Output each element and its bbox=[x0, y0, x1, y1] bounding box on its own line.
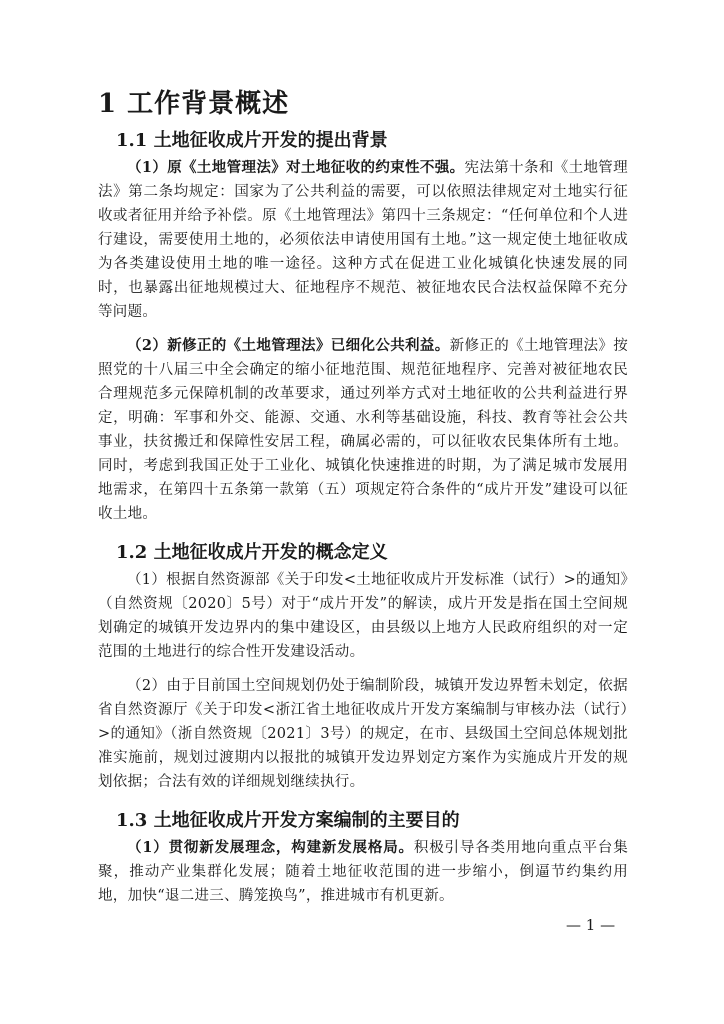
paragraph-body: 新修正的《土地管理法》按照党的十八届三中全会确定的缩小征地范围、规范征地程序、完善对被征地农民合理规范多元保障机制的改革要求，通过列举方式对土地征收的公共利益进行界定，明确：军事和外交、能源、交通、水利等基础设施，科技、教育等社会公共事业，扶贫搬迁和保障性安居工程，确属必需的，可以征收农民集体所有土地。同时，考虑到我国正处于工业化、城镇化快速推进的时期，为了满足城市发展用地需求，在第四十五条第一款第（五）项规定符合条件的“成片开发”建设可以征收土地。 bbox=[98, 338, 628, 522]
page-number: — 1 — bbox=[566, 916, 616, 934]
section-title-1-1: 1.1 土地征收成片开发的提出背景 bbox=[116, 130, 388, 151]
paragraph-body: 积极引导各类用地向重点平台集聚，推动产业集群化发展；随着土地征收范围的进一步缩小，倒逼节约集约用地，加快“退二进三、腾笼换鸟”，推进城市有机更新。 bbox=[98, 840, 628, 904]
paragraph bbox=[98, 156, 628, 324]
paragraph-body: 宪法第十条和《土地管理法》第二条均规定：国家为了公共利益的需要，可以依照法律规定对土地实行征收或者征用并给予补偿。原《土地管理法》第四十三条规定：“任何单位和个人进行建设，需要使用土地的，必须依法申请使用国有土地。”这一规定使土地征收成为各类建设使用土地的唯一途径。这种方式在促进工业化城镇化快速发展的同时，也暴露出征地规模过大、征地程序不规范、被征地农民合法权益保障不充分等问题。 bbox=[98, 160, 628, 320]
paragraph-lead: （2）新修正的《土地管理法》已细化公共利益。 bbox=[127, 337, 450, 354]
paragraph-lead: （1）原《土地管理法》对土地征收的约束性不强。 bbox=[127, 159, 465, 176]
section-title-1-3: 1.3 土地征收成片开发方案编制的主要目的 bbox=[116, 810, 460, 831]
paragraph: （1）根据自然资源部《关于印发<土地征收成片开发标准（试行）>的通知》（自然资规〔2020〕5号）对于“成片开发”的解读，成片开发是指在国土空间规划确定的城镇开发边界内的集中建设区，由县级以上地方人民政府组织的对一定范围的土地进行的综合性开发建设活动。 bbox=[98, 572, 628, 660]
paragraph: （2）由于目前国土空间规划仍处于编制阶段，城镇开发边界暂未划定，依据省自然资源厅《关于印发<浙江省土地征收成片开发方案编制与审核办法（试行）>的通知》（浙自然资规〔2021〕3号）的规定，在市、县级国土空间总体规划批准实施前，规划过渡期内以报批的城镇开发边界划定方案作为实施成片开发的规划依据；合法有效的详细规划继续执行。 bbox=[98, 678, 628, 790]
paragraph-lead: （1）贯彻新发展理念，构建新发展格局。 bbox=[127, 839, 414, 856]
section-title-1-2: 1.2 土地征收成片开发的概念定义 bbox=[116, 542, 388, 563]
paragraph bbox=[98, 836, 628, 908]
paragraph bbox=[98, 334, 628, 526]
chapter-heading: 1 工作背景概述 bbox=[98, 89, 290, 119]
document-page bbox=[98, 84, 628, 908]
